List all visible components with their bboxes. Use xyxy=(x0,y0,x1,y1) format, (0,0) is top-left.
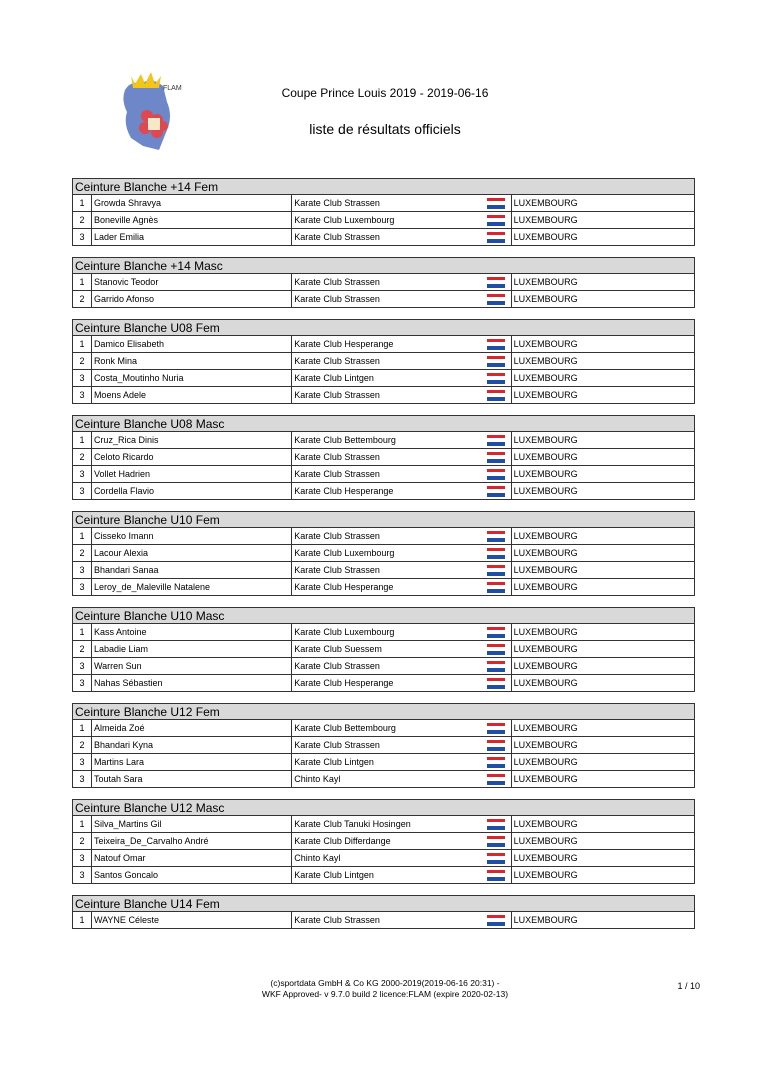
country-name: LUXEMBOURG xyxy=(511,624,694,640)
athlete-name: Cordella Flavio xyxy=(91,483,291,499)
country-name: LUXEMBOURG xyxy=(511,483,694,499)
flag-cell xyxy=(481,737,511,753)
luxembourg-flag-icon xyxy=(487,870,505,881)
country-name: LUXEMBOURG xyxy=(511,562,694,578)
result-rank: 2 xyxy=(79,548,85,558)
result-rank: 3 xyxy=(79,469,85,479)
luxembourg-flag-icon xyxy=(487,661,505,672)
club-name: Karate Club Strassen xyxy=(291,195,480,211)
athlete-name: Stanovic Teodor xyxy=(91,274,291,290)
result-row xyxy=(72,624,695,641)
flag-cell xyxy=(481,675,511,691)
luxembourg-flag-icon xyxy=(487,435,505,446)
athlete-name: Almeida Zoé xyxy=(91,720,291,736)
result-row xyxy=(72,737,695,754)
athlete-name: Kass Antoine xyxy=(91,624,291,640)
athlete-name: Leroy_de_Maleville Natalene xyxy=(91,579,291,595)
result-row xyxy=(72,195,695,212)
country-name: LUXEMBOURG xyxy=(511,274,694,290)
flag-cell xyxy=(481,291,511,307)
luxembourg-flag-icon xyxy=(487,356,505,367)
result-row xyxy=(72,562,695,579)
country-name: LUXEMBOURG xyxy=(511,658,694,674)
club-name: Chinto Kayl xyxy=(291,771,480,787)
flag-cell xyxy=(481,850,511,866)
category-block xyxy=(72,319,695,404)
result-rank: 2 xyxy=(79,836,85,846)
luxembourg-flag-icon xyxy=(487,565,505,576)
club-name: Karate Club Luxembourg xyxy=(291,545,480,561)
club-name: Karate Club Luxembourg xyxy=(291,624,480,640)
result-row xyxy=(72,850,695,867)
result-row xyxy=(72,466,695,483)
club-name: Karate Club Strassen xyxy=(291,562,480,578)
results-list xyxy=(72,178,695,940)
category-block xyxy=(72,607,695,692)
result-rank: 1 xyxy=(79,435,85,445)
club-name: Karate Club Lintgen xyxy=(291,867,480,883)
result-rank: 3 xyxy=(79,565,85,575)
flam-logo xyxy=(117,68,185,154)
luxembourg-flag-icon xyxy=(487,740,505,751)
svg-text:FLAM: FLAM xyxy=(163,85,182,92)
club-name: Karate Club Strassen xyxy=(291,229,480,245)
result-rank: 1 xyxy=(79,198,85,208)
result-row xyxy=(72,867,695,884)
club-name: Karate Club Strassen xyxy=(291,353,480,369)
category-header: Ceinture Blanche U12 Fem xyxy=(72,703,695,720)
result-rank: 3 xyxy=(79,582,85,592)
club-name: Karate Club Strassen xyxy=(291,737,480,753)
athlete-name: Warren Sun xyxy=(91,658,291,674)
flag-cell xyxy=(481,274,511,290)
page-title: Coupe Prince Louis 2019 - 2019-06-16 xyxy=(281,86,489,100)
luxembourg-flag-icon xyxy=(487,819,505,830)
result-rank: 2 xyxy=(79,452,85,462)
country-name: LUXEMBOURG xyxy=(511,291,694,307)
flag-cell xyxy=(481,353,511,369)
result-rank: 1 xyxy=(79,627,85,637)
luxembourg-flag-icon xyxy=(487,277,505,288)
flag-cell xyxy=(481,771,511,787)
result-rank: 3 xyxy=(79,373,85,383)
result-rank: 3 xyxy=(79,853,85,863)
flag-cell xyxy=(481,483,511,499)
luxembourg-flag-icon xyxy=(487,452,505,463)
country-name: LUXEMBOURG xyxy=(511,195,694,211)
luxembourg-flag-icon xyxy=(487,627,505,638)
result-row xyxy=(72,658,695,675)
luxembourg-flag-icon xyxy=(487,853,505,864)
club-name: Karate Club Strassen xyxy=(291,291,480,307)
result-row xyxy=(72,754,695,771)
country-name: LUXEMBOURG xyxy=(511,229,694,245)
athlete-name: Lacour Alexia xyxy=(91,545,291,561)
result-rank: 3 xyxy=(79,774,85,784)
club-name: Karate Club Luxembourg xyxy=(291,212,480,228)
athlete-name: Vollet Hadrien xyxy=(91,466,291,482)
luxembourg-flag-icon xyxy=(487,215,505,226)
result-rank: 1 xyxy=(79,531,85,541)
country-name: LUXEMBOURG xyxy=(511,737,694,753)
result-row xyxy=(72,336,695,353)
luxembourg-flag-icon xyxy=(487,469,505,480)
flag-cell xyxy=(481,195,511,211)
luxembourg-flag-icon xyxy=(487,548,505,559)
result-row xyxy=(72,449,695,466)
luxembourg-flag-icon xyxy=(487,723,505,734)
result-rank: 2 xyxy=(79,356,85,366)
athlete-name: Damico Elisabeth xyxy=(91,336,291,352)
category-header: Ceinture Blanche U08 Masc xyxy=(72,415,695,432)
athlete-name: Cruz_Rica Dinis xyxy=(91,432,291,448)
country-name: LUXEMBOURG xyxy=(511,545,694,561)
category-block xyxy=(72,415,695,500)
luxembourg-flag-icon xyxy=(487,531,505,542)
club-name: Karate Club Strassen xyxy=(291,274,480,290)
result-row xyxy=(72,387,695,404)
result-row xyxy=(72,816,695,833)
flag-cell xyxy=(481,816,511,832)
flag-cell xyxy=(481,229,511,245)
club-name: Karate Club Strassen xyxy=(291,387,480,403)
flag-cell xyxy=(481,754,511,770)
club-name: Karate Club Hesperange xyxy=(291,336,480,352)
athlete-name: Teixeira_De_Carvalho André xyxy=(91,833,291,849)
category-header: Ceinture Blanche U14 Fem xyxy=(72,895,695,912)
result-rank: 3 xyxy=(79,661,85,671)
country-name: LUXEMBOURG xyxy=(511,912,694,928)
country-name: LUXEMBOURG xyxy=(511,528,694,544)
flag-cell xyxy=(481,466,511,482)
luxembourg-flag-icon xyxy=(487,582,505,593)
result-row xyxy=(72,483,695,500)
result-rank: 2 xyxy=(79,644,85,654)
club-name: Karate Club Bettembourg xyxy=(291,720,480,736)
result-row xyxy=(72,579,695,596)
page-number: 1 / 10 xyxy=(677,981,700,991)
country-name: LUXEMBOURG xyxy=(511,771,694,787)
result-rank: 1 xyxy=(79,339,85,349)
category-block xyxy=(72,703,695,788)
athlete-name: Martins Lara xyxy=(91,754,291,770)
flag-cell xyxy=(481,370,511,386)
footer-line-2: WKF Approved- v 9.7.0 build 2 licence:FLAM (expire 2020-02-13) xyxy=(261,989,509,999)
athlete-name: Lader Emilia xyxy=(91,229,291,245)
country-name: LUXEMBOURG xyxy=(511,449,694,465)
result-row xyxy=(72,528,695,545)
category-block xyxy=(72,799,695,884)
flag-cell xyxy=(481,528,511,544)
result-row xyxy=(72,675,695,692)
athlete-name: Toutah Sara xyxy=(91,771,291,787)
result-row xyxy=(72,370,695,387)
club-name: Karate Club Differdange xyxy=(291,833,480,849)
flag-cell xyxy=(481,867,511,883)
category-block xyxy=(72,895,695,929)
luxembourg-flag-icon xyxy=(487,836,505,847)
country-name: LUXEMBOURG xyxy=(511,816,694,832)
club-name: Karate Club Hesperange xyxy=(291,675,480,691)
luxembourg-flag-icon xyxy=(487,373,505,384)
athlete-name: Nahas Sébastien xyxy=(91,675,291,691)
luxembourg-flag-icon xyxy=(487,915,505,926)
athlete-name: Cisseko Imann xyxy=(91,528,291,544)
result-row xyxy=(72,229,695,246)
country-name: LUXEMBOURG xyxy=(511,867,694,883)
result-rank: 3 xyxy=(79,757,85,767)
result-rank: 3 xyxy=(79,870,85,880)
athlete-name: Silva_Martins Gil xyxy=(91,816,291,832)
athlete-name: Moens Adele xyxy=(91,387,291,403)
club-name: Karate Club Tanuki Hosingen xyxy=(291,816,480,832)
country-name: LUXEMBOURG xyxy=(511,336,694,352)
country-name: LUXEMBOURG xyxy=(511,720,694,736)
club-name: Karate Club Strassen xyxy=(291,658,480,674)
result-rank: 3 xyxy=(79,486,85,496)
country-name: LUXEMBOURG xyxy=(511,353,694,369)
result-row xyxy=(72,833,695,850)
flag-cell xyxy=(481,545,511,561)
result-row xyxy=(72,545,695,562)
flag-cell xyxy=(481,212,511,228)
footer-line-1: (c)sportdata GmbH & Co KG 2000-2019(2019-06-16 20:31) - xyxy=(270,978,500,988)
luxembourg-flag-icon xyxy=(487,232,505,243)
luxembourg-flag-icon xyxy=(487,339,505,350)
country-name: LUXEMBOURG xyxy=(511,675,694,691)
luxembourg-flag-icon xyxy=(487,294,505,305)
result-rank: 1 xyxy=(79,277,85,287)
athlete-name: Natouf Omar xyxy=(91,850,291,866)
flag-cell xyxy=(481,658,511,674)
club-name: Karate Club Strassen xyxy=(291,912,480,928)
flag-cell xyxy=(481,387,511,403)
country-name: LUXEMBOURG xyxy=(511,754,694,770)
athlete-name: Bhandari Kyna xyxy=(91,737,291,753)
country-name: LUXEMBOURG xyxy=(511,466,694,482)
result-rank: 1 xyxy=(79,915,85,925)
athlete-name: Bhandari Sanaa xyxy=(91,562,291,578)
result-rank: 2 xyxy=(79,740,85,750)
luxembourg-flag-icon xyxy=(487,198,505,209)
result-row xyxy=(72,771,695,788)
result-row xyxy=(72,353,695,370)
result-rank: 3 xyxy=(79,390,85,400)
athlete-name: Celoto Ricardo xyxy=(91,449,291,465)
flag-cell xyxy=(481,912,511,928)
result-rank: 1 xyxy=(79,723,85,733)
country-name: LUXEMBOURG xyxy=(511,432,694,448)
country-name: LUXEMBOURG xyxy=(511,850,694,866)
club-name: Karate Club Lintgen xyxy=(291,370,480,386)
result-row xyxy=(72,720,695,737)
category-header: Ceinture Blanche U08 Fem xyxy=(72,319,695,336)
athlete-name: Garrido Afonso xyxy=(91,291,291,307)
athlete-name: Costa_Moutinho Nuria xyxy=(91,370,291,386)
club-name: Karate Club Strassen xyxy=(291,528,480,544)
category-header: Ceinture Blanche U10 Fem xyxy=(72,511,695,528)
flag-cell xyxy=(481,562,511,578)
flag-cell xyxy=(481,336,511,352)
club-name: Karate Club Suessem xyxy=(291,641,480,657)
luxembourg-flag-icon xyxy=(487,644,505,655)
country-name: LUXEMBOURG xyxy=(511,833,694,849)
result-rank: 3 xyxy=(79,678,85,688)
result-row xyxy=(72,641,695,658)
result-rank: 2 xyxy=(79,215,85,225)
athlete-name: Boneville Agnès xyxy=(91,212,291,228)
category-block xyxy=(72,257,695,308)
country-name: LUXEMBOURG xyxy=(511,387,694,403)
category-header: Ceinture Blanche U10 Masc xyxy=(72,607,695,624)
category-block xyxy=(72,511,695,596)
club-name: Karate Club Hesperange xyxy=(291,483,480,499)
result-row xyxy=(72,212,695,229)
luxembourg-flag-icon xyxy=(487,678,505,689)
club-name: Chinto Kayl xyxy=(291,850,480,866)
club-name: Karate Club Strassen xyxy=(291,449,480,465)
flag-cell xyxy=(481,449,511,465)
luxembourg-flag-icon xyxy=(487,486,505,497)
result-rank: 1 xyxy=(79,819,85,829)
athlete-name: Labadie Liam xyxy=(91,641,291,657)
country-name: LUXEMBOURG xyxy=(511,579,694,595)
luxembourg-flag-icon xyxy=(487,757,505,768)
flag-cell xyxy=(481,432,511,448)
category-header: Ceinture Blanche U12 Masc xyxy=(72,799,695,816)
result-rank: 3 xyxy=(79,232,85,242)
flag-cell xyxy=(481,579,511,595)
athlete-name: WAYNE Céleste xyxy=(91,912,291,928)
country-name: LUXEMBOURG xyxy=(511,212,694,228)
luxembourg-flag-icon xyxy=(487,390,505,401)
result-row xyxy=(72,912,695,929)
country-name: LUXEMBOURG xyxy=(511,370,694,386)
athlete-name: Ronk Mina xyxy=(91,353,291,369)
club-name: Karate Club Hesperange xyxy=(291,579,480,595)
flag-cell xyxy=(481,833,511,849)
athlete-name: Santos Goncalo xyxy=(91,867,291,883)
result-row xyxy=(72,432,695,449)
athlete-name: Growda Shravya xyxy=(91,195,291,211)
result-row xyxy=(72,291,695,308)
category-header: Ceinture Blanche +14 Masc xyxy=(72,257,695,274)
flag-cell xyxy=(481,624,511,640)
result-rank: 2 xyxy=(79,294,85,304)
page-subtitle: liste de résultats officiels xyxy=(309,121,461,137)
luxembourg-flag-icon xyxy=(487,774,505,785)
club-name: Karate Club Lintgen xyxy=(291,754,480,770)
result-row xyxy=(72,274,695,291)
category-block xyxy=(72,178,695,246)
category-header: Ceinture Blanche +14 Fem xyxy=(72,178,695,195)
flag-cell xyxy=(481,641,511,657)
club-name: Karate Club Strassen xyxy=(291,466,480,482)
country-name: LUXEMBOURG xyxy=(511,641,694,657)
flag-cell xyxy=(481,720,511,736)
footer-text xyxy=(230,978,540,1000)
club-name: Karate Club Bettembourg xyxy=(291,432,480,448)
